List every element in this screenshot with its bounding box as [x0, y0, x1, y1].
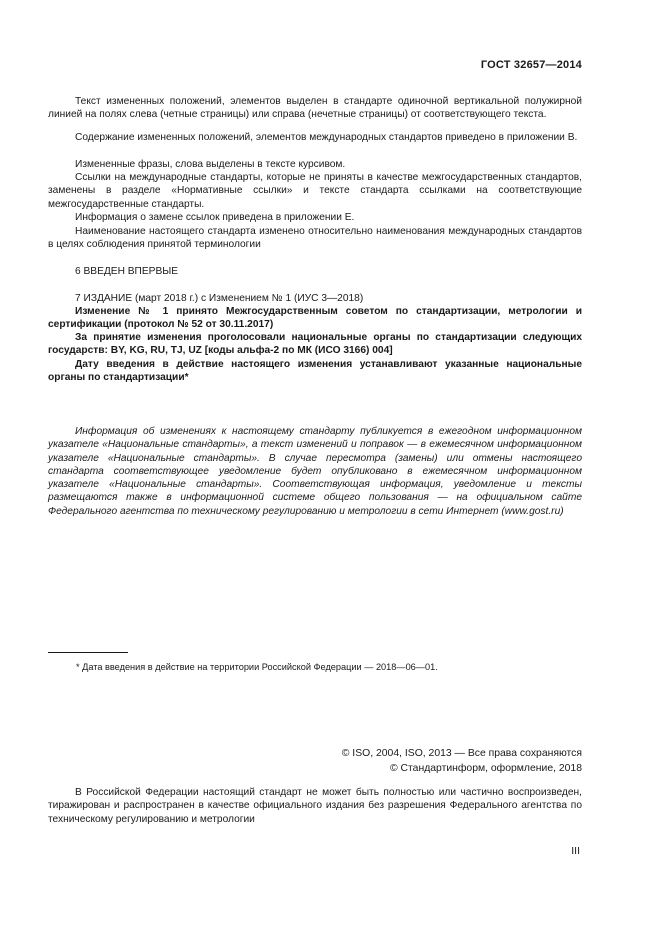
copyright-iso: © ISO, 2004, ISO, 2013 — Все права сохраняются [341, 748, 582, 759]
change-accepted: Изменение № 1 принято Межгосударственным советом по стандартизации, метрологии и сертификации (протокол № 52 от 30.11.2017) [48, 306, 582, 331]
paragraph-change-marking: Текст измененных положений, элементов выделен в стандарте одиночной вертикальной полужирной линией на полях слева (четные страницы) или справа (нечетные страницы) от соответствующего текста. [48, 96, 582, 121]
rights-notice: В Российской Федерации настоящий стандарт не может быть полностью или частично воспроизведен, тиражирован и распространен в качестве официального издания без разрешения Федерального агентства по техническому регулированию и метрологии [48, 787, 582, 825]
copyright-standartinform: © Стандартинформ, оформление, 2018 [389, 763, 582, 774]
document-code: ГОСТ 32657—2014 [480, 59, 582, 71]
paragraph-appendix-e: Информация о замене ссылок приведена в приложении Е. [75, 212, 355, 223]
paragraph-italic-note: Измененные фразы, слова выделены в тексте курсивом. [75, 159, 346, 170]
change-date: Дату введения в действие настоящего изменения устанавливают указанные национальные органы по стандартизации* [48, 359, 582, 384]
paragraph-title-change: Наименование настоящего стандарта изменено относительно наименования международных стандартов в целях соблюдения принятой терминологии [48, 226, 582, 251]
change-voted: За принятие изменения проголосовали национальные органы по стандартизации следующих государств: BY, KG, RU, TJ, UZ [коды альфа-2 по МК (ИСО 3166) 004] [48, 332, 582, 357]
paragraph-appendix-v: Содержание измененных положений, элементов международных стандартов приведено в приложении В. [75, 132, 578, 143]
item-6: 6 ВВЕДЕН ВПЕРВЫЕ [75, 266, 179, 277]
page-number: III [571, 845, 580, 857]
paragraph-references: Ссылки на международные стандарты, которые не приняты в качестве межгосударственных стандартов, заменены в разделе «Нормативные ссылки» и тексте стандарта ссылками на соответствующие межгосударственные стандарты. [48, 172, 582, 210]
item-7: 7 ИЗДАНИЕ (март 2018 г.) с Изменением № 1 (ИУС 3—2018) [75, 293, 364, 304]
footnote-separator [48, 652, 128, 653]
info-notice: Информация об изменениях к настоящему стандарту публикуется в ежегодном информационном указателе «Национальные стандарты», а текст изменений и поправок — в ежемесячном информационном указателе «Национальные стандарты». В случае пересмотра (замены) или отмены настоящего стандарта соответствующее уведомление будет опубликовано в ежемесячном информационном указателе «Национальные стандарты». Соответствующая информация, уведомление и тексты размещаются также в информационной системе общего пользования — на официальном сайте Федерального агентства по техническому регулированию и метрологии в сети Интернет (www.gost.ru) [48, 426, 582, 517]
footnote: * Дата введения в действие на территории Российской Федерации — 2018—06—01. [76, 662, 438, 672]
